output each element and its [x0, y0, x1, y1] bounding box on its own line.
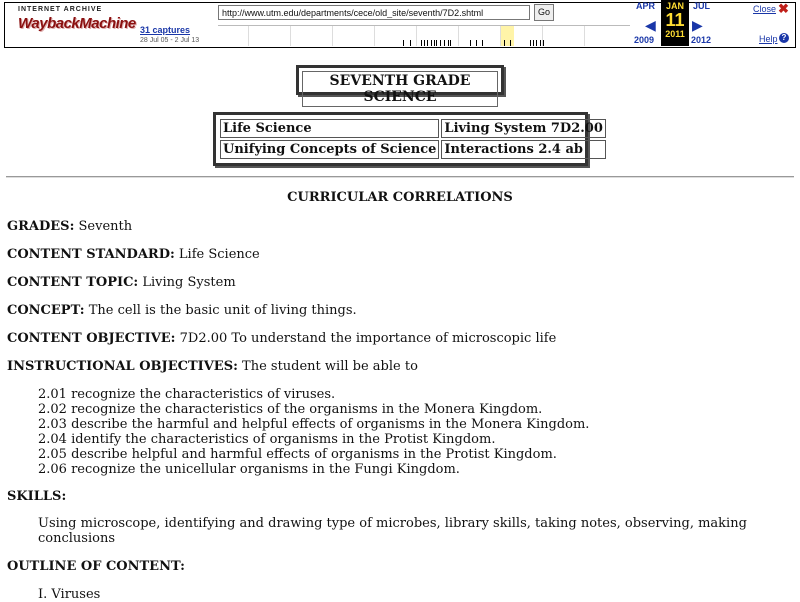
close-link[interactable]: Close	[753, 4, 777, 14]
skills-line	[7, 489, 66, 504]
section-heading: CURRICULAR CORRELATIONS	[287, 190, 513, 205]
capture-tick	[424, 40, 425, 46]
capture-tick	[436, 40, 437, 46]
capture-tick	[431, 40, 432, 46]
go-button[interactable]: Go	[534, 4, 554, 21]
logo-top-text: INTERNET ARCHIVE	[18, 6, 103, 13]
capture-tick	[403, 40, 404, 46]
url-input[interactable]	[218, 5, 530, 20]
capture-tick	[476, 40, 477, 46]
capture-tick	[536, 40, 537, 46]
prev-year[interactable]: 2009	[634, 35, 655, 45]
capture-tick	[543, 40, 544, 46]
capture-tick	[434, 40, 435, 46]
grades-value: Seventh	[78, 219, 133, 234]
current-year: 2011	[665, 29, 685, 39]
capture-tick	[504, 40, 505, 46]
grades-line	[7, 219, 132, 234]
topic-value: Living System	[142, 275, 236, 290]
help-icon[interactable]: ?	[779, 33, 789, 43]
wayback-logo[interactable]	[18, 6, 136, 44]
capture-sparkline[interactable]	[218, 25, 630, 46]
concept-line	[7, 303, 357, 318]
year-separator	[374, 26, 375, 46]
skills-text: Using microscope, identifying and drawing type of microbes, library skills, taking notes, observing, making conclusions	[38, 516, 747, 546]
year-separator	[248, 26, 249, 46]
info-table	[213, 112, 603, 166]
capture-tick	[444, 40, 445, 46]
capture-tick	[470, 40, 471, 46]
topic-label: CONTENT TOPIC:	[7, 275, 139, 290]
current-capture-date	[661, 0, 689, 46]
objective-line	[7, 331, 556, 346]
year-separator	[416, 26, 417, 46]
capture-tick	[540, 40, 541, 46]
table-cell: Life Science	[220, 119, 439, 138]
current-day: 11	[665, 10, 685, 30]
objective-item: 2.01 recognize the characteristics of viruses.	[38, 387, 336, 402]
outline-line	[7, 559, 185, 574]
skills-label: SKILLS:	[7, 489, 67, 504]
current-month: JAN	[665, 1, 684, 11]
objective-item: 2.05 describe helpful and harmful effects of organisms in the Protist Kingdom.	[38, 447, 557, 462]
concept-value: The cell is the basic unit of living things.	[88, 303, 357, 318]
instructional-label: INSTRUCTIONAL OBJECTIVES:	[7, 359, 238, 374]
next-arrow-icon[interactable]: ▶	[692, 18, 703, 34]
objective-item: 2.06 recognize the unicellular organisms in the Fungi Kingdom.	[38, 462, 460, 477]
capture-tick	[410, 40, 411, 46]
standard-value: Life Science	[178, 247, 260, 262]
captures-range: 28 Jul 05 - 2 Jul 13	[140, 37, 200, 44]
year-separator	[500, 26, 501, 46]
page-title: SEVENTH GRADE SCIENCE	[302, 71, 498, 107]
wayback-toolbar	[0, 0, 800, 52]
standard-label: CONTENT STANDARD:	[7, 247, 175, 262]
current-year-highlight	[500, 26, 514, 46]
objective-item: 2.03 describe the harmful and helpful effects of organisms in the Monera Kingdom.	[38, 417, 590, 432]
table-cell: Unifying Concepts of Science	[220, 140, 439, 159]
capture-tick	[427, 40, 428, 46]
capture-tick	[530, 40, 531, 46]
topic-line	[7, 275, 236, 290]
capture-tick	[421, 40, 422, 46]
capture-tick	[440, 40, 441, 46]
year-separator	[458, 26, 459, 46]
capture-tick	[450, 40, 451, 46]
page-title-box	[296, 65, 504, 105]
table-row	[220, 119, 606, 138]
year-separator	[584, 26, 585, 46]
objective-item: 2.02 recognize the characteristics of the organisms in the Monera Kingdom.	[38, 402, 543, 417]
instructional-value: The student will be able to	[242, 359, 418, 374]
concept-label: CONCEPT:	[7, 303, 85, 318]
logo-main-text: WaybackMachine	[18, 15, 136, 32]
instructional-line	[7, 359, 418, 374]
table-cell: Interactions 2.4 ab	[441, 140, 605, 159]
capture-tick	[533, 40, 534, 46]
capture-tick	[510, 40, 511, 46]
outline-label: OUTLINE OF CONTENT:	[7, 559, 185, 574]
help-link[interactable]: Help	[759, 34, 778, 44]
year-separator	[332, 26, 333, 46]
next-month[interactable]: JUL	[693, 1, 711, 11]
close-icon[interactable]: ✖	[778, 1, 789, 16]
grades-label: GRADES:	[7, 219, 75, 234]
next-year[interactable]: 2012	[691, 35, 712, 45]
year-separator	[290, 26, 291, 46]
objective-value: 7D2.00 To understand the importance of microscopic life	[179, 331, 557, 346]
standard-line	[7, 247, 260, 262]
table-row	[220, 140, 606, 159]
objective-item: 2.04 identify the characteristics of organisms in the Protist Kingdom.	[38, 432, 496, 447]
capture-tick	[448, 40, 449, 46]
horizontal-divider	[6, 176, 794, 178]
capture-tick	[482, 40, 483, 46]
objective-label: CONTENT OBJECTIVE:	[7, 331, 176, 346]
table-cell: Living System 7D2.00	[441, 119, 605, 138]
prev-month[interactable]: APR	[636, 1, 656, 11]
prev-arrow-icon[interactable]: ◀	[645, 18, 656, 34]
outline-item: I. Viruses	[38, 587, 101, 602]
captures-link[interactable]: 31 captures	[140, 25, 191, 35]
